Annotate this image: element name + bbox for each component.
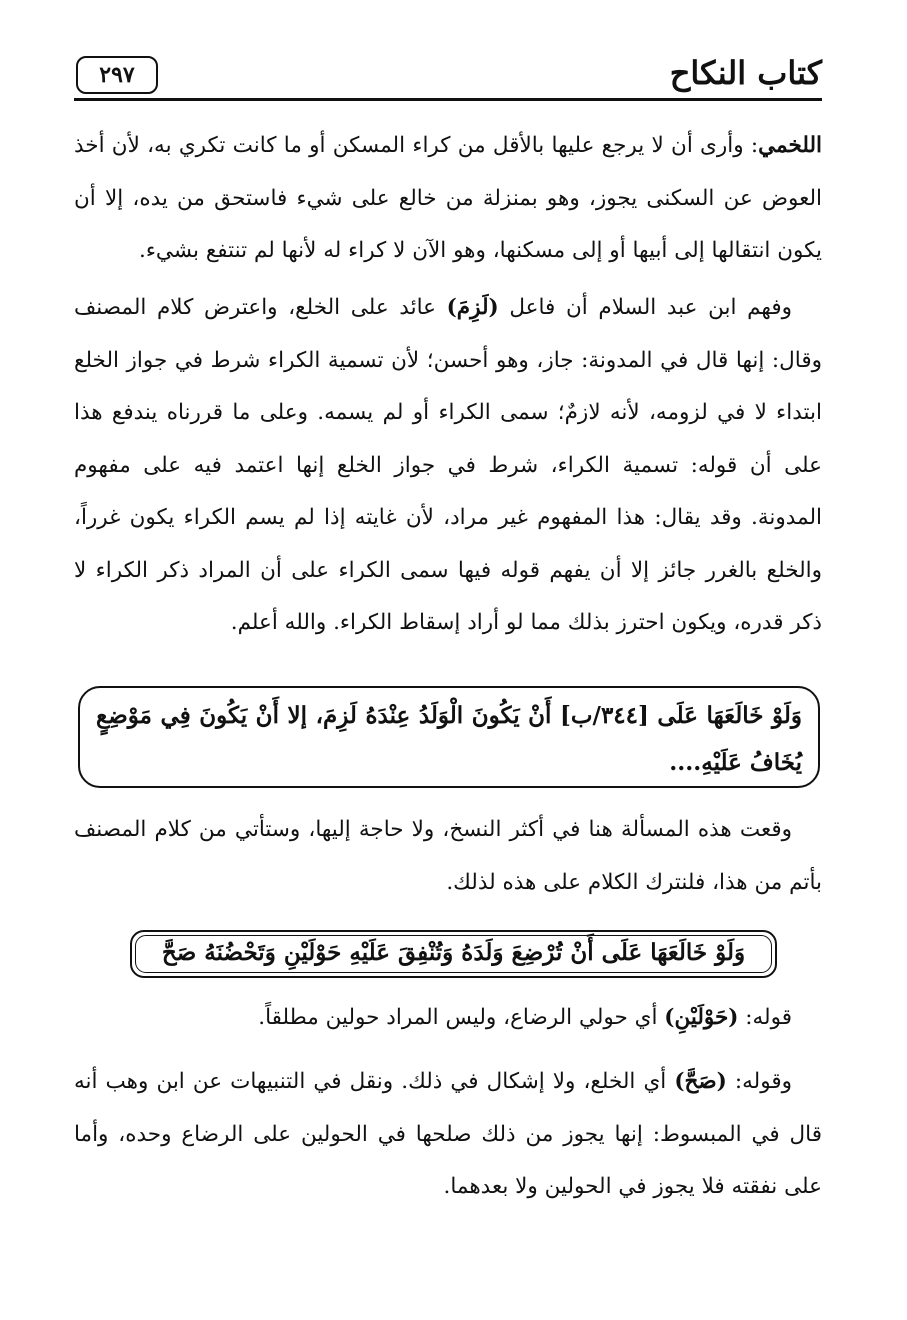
matn-box-walad: وَلَوْ خَالَعَهَا عَلَى [٣٤٤/ب] أَنْ يَكُونَ الْوَلَدُ عِنْدَهُ لَزِمَ، إلا أَنْ يَكُونَ فِي مَوْضِعٍ يُخَافُ عَلَيْهِ.... bbox=[78, 686, 820, 788]
paragraph-text: وقوله: bbox=[726, 1069, 792, 1094]
quoted-term: (حَوْلَيْنِ) bbox=[664, 1005, 739, 1030]
page-number: ٢٩٧ bbox=[76, 56, 158, 94]
paragraph-text: عائد على الخلع، واعترض كلام المصنف وقال: إنها قال في المدونة: جاز، وهو أحسن؛ لأن تسمية الكراء شرط في جواز الخلع ابتداء لا في لزومه، لأنه لازمٌ؛ سمى الكراء أو لم يسمه. وعلى ما قررناه يندفع هذا على أن قوله: تسمية الكراء، شرط في جواز الخلع إنها اعتمد فيه على مفهوم المدونة. وقد يقال: هذا المفهوم غير مراد، لأن غايته إذا لم يسم الكراء يكون غرراً، والخلع بالغرر جائز إلا أن يفهم قوله فيها سمى الكراء على أن المراد ذكر الكراء لا ذكر قدره، ويكون احترز بذلك مما لو أراد إسقاط الكراء. والله أعلم. bbox=[74, 295, 822, 635]
paragraph-text: : وأرى أن لا يرجع عليها بالأقل من كراء المسكن أو ما كانت تكري به، لأن أخذ العوض عن السكنى يجوز، وهو بمنزلة من خالع على شيء فاستحق من يده، إلا أن يكون انتقالها إلى أبيها أو إلى مسكنها، وهو الآن لا كراء له لأنها لم تنتفع بشيء. bbox=[74, 133, 822, 263]
quoted-term: (صَحَّ) bbox=[674, 1069, 727, 1094]
paragraph-text: قوله: bbox=[738, 1005, 792, 1030]
paragraph-note bbox=[74, 804, 822, 909]
page-header bbox=[74, 50, 822, 100]
paragraph-ibn-abd-alsalam bbox=[74, 282, 822, 650]
header-rule bbox=[74, 98, 822, 101]
author-name: اللخمي bbox=[758, 133, 822, 158]
paragraph-text: وفهم ابن عبد السلام أن فاعل bbox=[498, 295, 793, 320]
quoted-term: (لَزِمَ) bbox=[446, 295, 499, 320]
book-title: كتاب النكاح bbox=[669, 54, 822, 92]
paragraph-text: أي حولي الرضاع، وليس المراد حولين مطلقاً. bbox=[258, 1005, 665, 1030]
paragraph-hawlayn bbox=[74, 992, 822, 1045]
paragraph-text: أي الخلع، ولا إشكال في ذلك. ونقل في التنبيهات عن ابن وهب أنه قال في المبسوط: إنها يجوز من ذلك صلحها في الحولين على الرضاع وحده، وأما على نفقته فلا يجوز في الحولين ولا بعدهما. bbox=[74, 1069, 822, 1199]
paragraph-text: وقعت هذه المسألة هنا في أكثر النسخ، ولا حاجة إليها، وستأتي من كلام المصنف بأتم من هذا، فلنترك الكلام على هذه لذلك. bbox=[74, 817, 822, 895]
paragraph-lakhmi bbox=[74, 120, 822, 278]
paragraph-sahha bbox=[74, 1056, 822, 1214]
matn-box-rada: وَلَوْ خَالَعَهَا عَلَى أَنْ تُرْضِعَ وَلَدَهُ وَتُنْفِقَ عَلَيْهِ حَوْلَيْنِ وَتَحْضُنَهُ صَحَّ bbox=[130, 930, 777, 978]
